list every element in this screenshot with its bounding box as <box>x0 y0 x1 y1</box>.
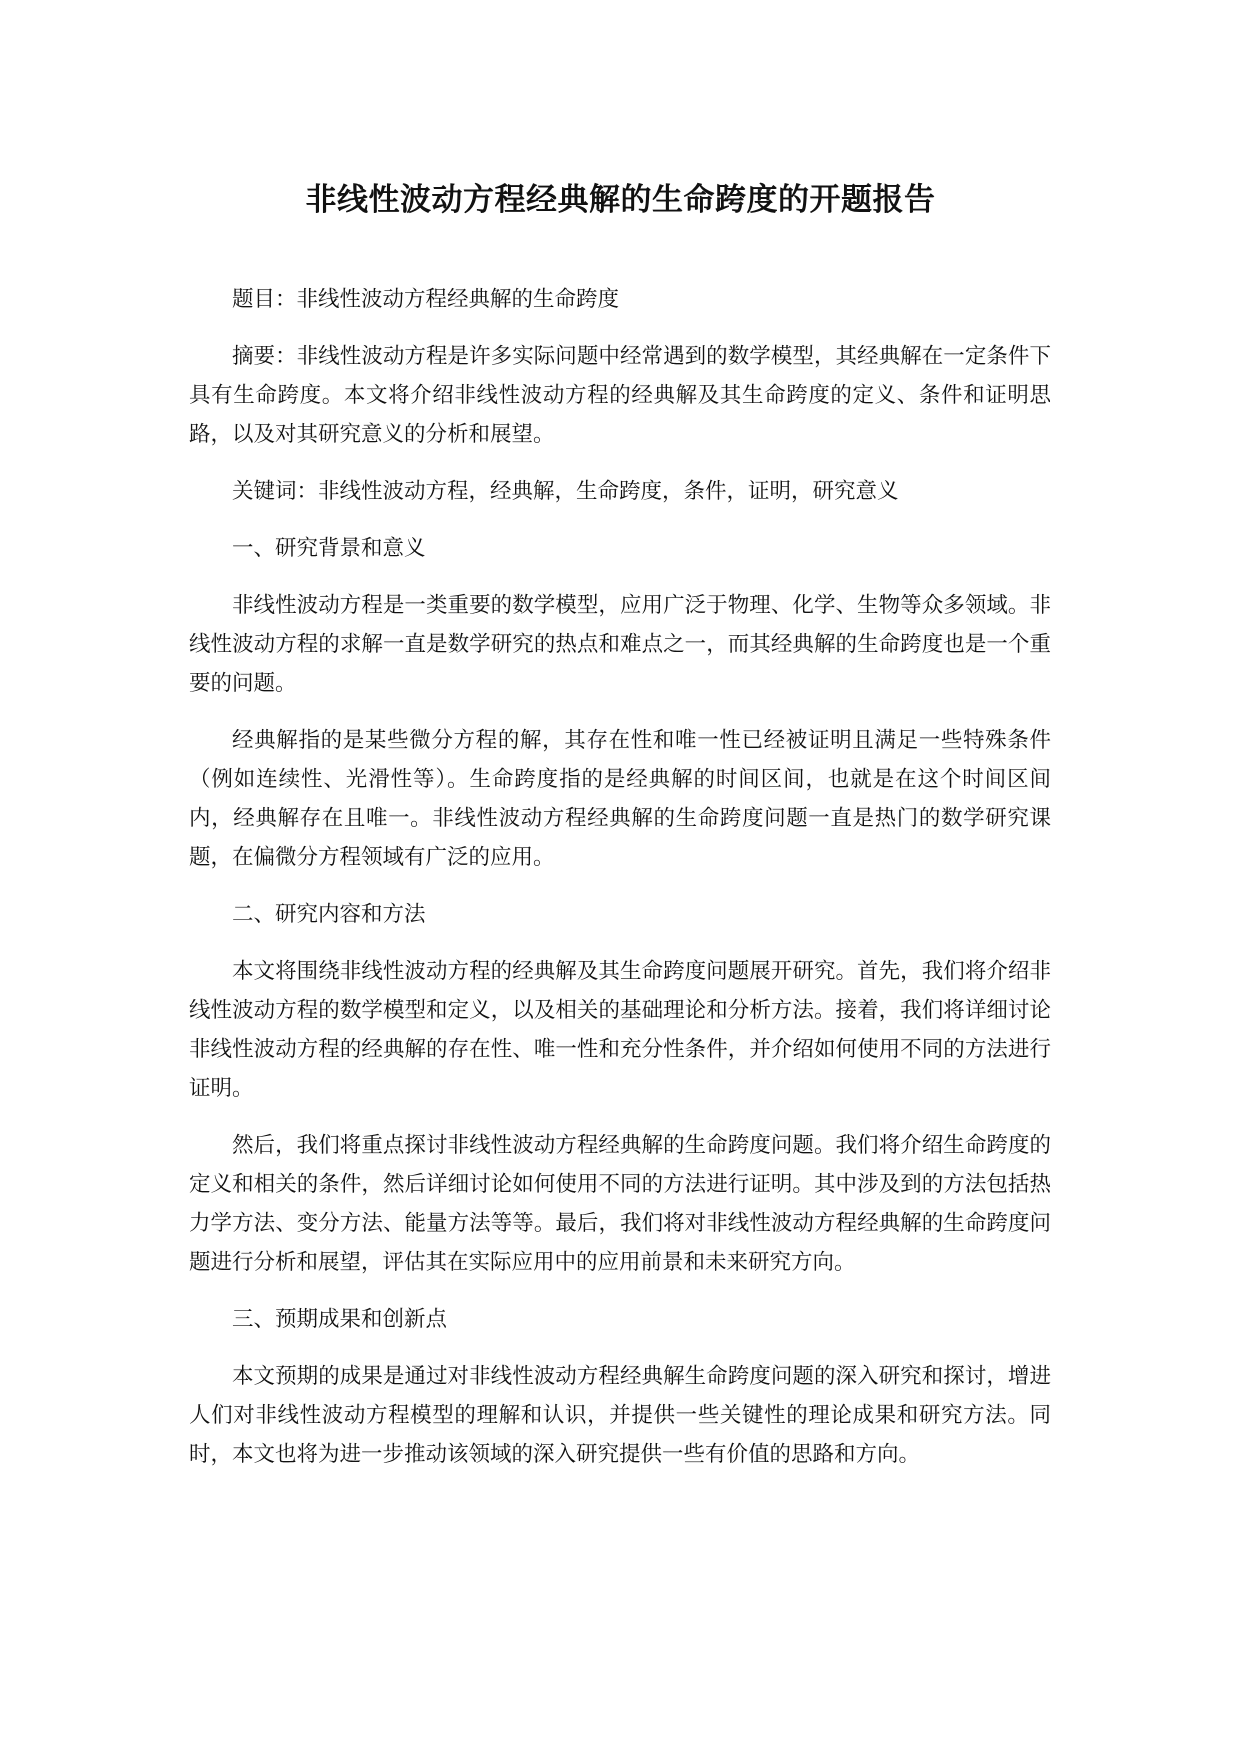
document-body <box>189 280 1051 1492</box>
section-heading-background: 一、研究背景和意义 <box>232 536 426 561</box>
methods-paragraph-2: 然后，我们将重点探讨非线性波动方程经典解的生命跨度问题。我们将介绍生命跨度的定义和相关的条件，然后详细讨论如何使用不同的方法进行证明。其中涉及到的方法包括热力学方法、变分方法、能量方法等等。最后，我们将对非线性波动方程经典解的生命跨度问题进行分析和展望，评估其在实际应用中的应用前景和未来研究方向。 <box>189 1133 1051 1275</box>
results-paragraph-1: 本文预期的成果是通过对非线性波动方程经典解生命跨度问题的深入研究和探讨，增进人们对非线性波动方程模型的理解和认识，并提供一些关键性的理论成果和研究方法。同时，本文也将为进一步推动该领域的深入研究提供一些有价值的思路和方向。 <box>189 1364 1051 1467</box>
section-heading-content-methods: 二、研究内容和方法 <box>232 902 426 927</box>
document-title: 非线性波动方程经典解的生命跨度的开题报告 <box>305 182 936 218</box>
section-heading-expected-results: 三、预期成果和创新点 <box>232 1307 448 1332</box>
methods-paragraph-1: 本文将围绕非线性波动方程的经典解及其生命跨度问题展开研究。首先，我们将介绍非线性波动方程的数学模型和定义，以及相关的基础理论和分析方法。接着，我们将详细讨论非线性波动方程的经典解的存在性、唯一性和充分性条件，并介绍如何使用不同的方法进行证明。 <box>189 959 1051 1101</box>
topic-line: 题目：非线性波动方程经典解的生命跨度 <box>232 287 620 312</box>
background-paragraph-2: 经典解指的是某些微分方程的解，其存在性和唯一性已经被证明且满足一些特殊条件（例如连续性、光滑性等）。生命跨度指的是经典解的时间区间，也就是在这个时间区间内，经典解存在且唯一。非线性波动方程经典解的生命跨度问题一直是热门的数学研究课题，在偏微分方程领域有广泛的应用。 <box>189 728 1051 870</box>
keywords-line: 关键词：非线性波动方程，经典解，生命跨度，条件，证明，研究意义 <box>232 479 899 504</box>
abstract-paragraph: 摘要：非线性波动方程是许多实际问题中经常遇到的数学模型，其经典解在一定条件下具有生命跨度。本文将介绍非线性波动方程的经典解及其生命跨度的定义、条件和证明思路，以及对其研究意义的分析和展望。 <box>189 344 1051 447</box>
background-paragraph-1: 非线性波动方程是一类重要的数学模型，应用广泛于物理、化学、生物等众多领域。非线性波动方程的求解一直是数学研究的热点和难点之一，而其经典解的生命跨度也是一个重要的问题。 <box>189 593 1051 696</box>
